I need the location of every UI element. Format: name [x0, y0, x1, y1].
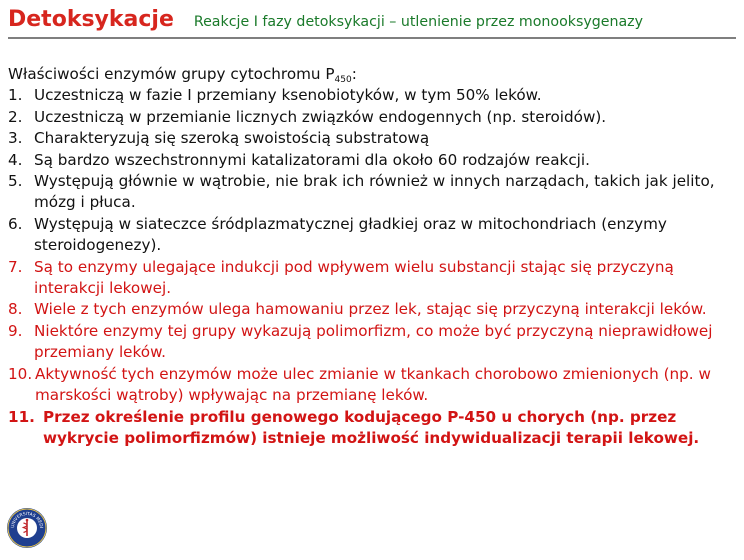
list-item-5	[8, 171, 732, 214]
university-seal-icon	[6, 507, 48, 549]
intro-subscript: 450	[334, 75, 352, 85]
intro-text: Właściwości enzymów grupy cytochromu P	[8, 65, 335, 83]
header-divider	[8, 37, 736, 39]
slide-subtitle: Reakcje I fazy detoksykacji – utlenienie przez monooksygenazy	[193, 14, 644, 30]
list-item-text: Są to enzymy ulegające indukcji pod wpływem wielu substancji stając się przyczyną interakcji lekowej.	[34, 257, 674, 298]
list-item-text: Uczestniczą w przemianie licznych związków endogennych (np. steroidów).	[34, 107, 607, 126]
list-item-text: Uczestniczą w fazie I przemiany ksenobiotyków, w tym 50% leków.	[34, 86, 542, 105]
list-item-text: Występują głównie w wątrobie, nie brak ich również w innych narządach, takich jak jelito, mózg i płuca.	[34, 172, 715, 212]
list-item-text: Wiele z tych enzymów ulega hamowaniu przez lek, stając się przyczyną interakcji leków.	[34, 300, 707, 319]
list-item-10	[8, 364, 732, 407]
seal-staff-top	[26, 519, 29, 522]
intro-line	[8, 64, 732, 85]
list-item-3	[8, 128, 732, 149]
list-item-text: Są bardzo wszechstronnymi katalizatorami dla około 60 rodzajów reakcji.	[34, 150, 590, 169]
seal-text-path: UNIVERSITAS MEDI	[10, 511, 44, 529]
list-item-8	[8, 299, 732, 320]
list-item-6	[8, 214, 732, 257]
list-item-number: 7.	[8, 257, 23, 276]
list-item-text: Przez określenie profilu genowego kodującego P-450 u chorych (np. przez wykrycie polimorfizmów) istnieje możliwość indywidualizacji terapii lekowej.	[43, 407, 700, 447]
list-item-1	[8, 85, 732, 106]
list-item-number: 9.	[8, 321, 23, 340]
list-item-text: Występują w siateczce śródplazmatycznej gładkiej oraz w mitochondriach (enzymy steroidogenezy).	[34, 214, 667, 255]
list-item-11	[8, 407, 732, 450]
list-item-text: Charakteryzują się szeroką swoistością substratową	[34, 129, 430, 148]
list-item-number: 4.	[8, 150, 23, 169]
list-item-text: Niektóre enzymy tej grupy wykazują polimorfizm, co może być przyczyną nieprawidłowej przemiany leków.	[34, 321, 713, 362]
list-item-number: 11.	[8, 407, 35, 426]
list-item-number: 5.	[8, 172, 23, 191]
slide-title: Detoksykacje	[8, 7, 174, 32]
list-item-text: Aktywność tych enzymów może ulec zmianie w tkankach chorobowo zmienionych (np. w marskości wątroby) wpływając na przemianę leków.	[35, 364, 711, 405]
list-item-number: 6.	[8, 214, 23, 233]
slide-header	[8, 4, 736, 38]
slide-content	[8, 64, 732, 449]
list-item-number: 3.	[8, 129, 23, 148]
list-item-2	[8, 107, 732, 128]
list-item-9	[8, 321, 732, 364]
list-item-number: 8.	[8, 300, 23, 319]
intro-colon: :	[351, 65, 357, 83]
list-item-number: 10.	[8, 364, 33, 383]
list-item-4	[8, 150, 732, 171]
list-item-7	[8, 257, 732, 300]
list-item-number: 2.	[8, 107, 23, 126]
list-item-number: 1.	[8, 86, 23, 105]
